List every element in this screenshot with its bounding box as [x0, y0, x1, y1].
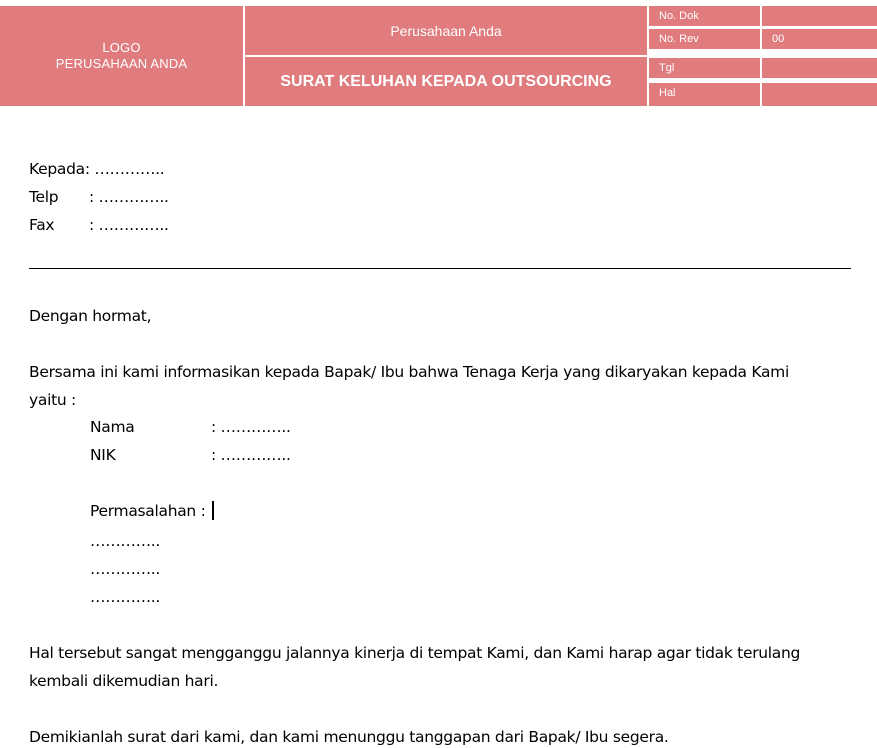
fax-label: Fax — [29, 216, 55, 234]
recipient-kepada — [29, 158, 164, 180]
closing-line-1: Hal tersebut sangat mengganggu jalannya kinerja di tempat Kami, dan Kami harap agar tidak terulang — [29, 644, 801, 662]
greeting: Dengan hormat, — [29, 307, 152, 325]
logo-text: LOGO — [102, 40, 141, 55]
nik-value: : ………….. — [211, 446, 291, 464]
problem-line: ………….. — [90, 588, 161, 606]
telp-value: : ………….. — [89, 188, 169, 206]
nik-label: NIK — [90, 446, 116, 464]
intro-line-1: Bersama ini kami informasikan kepada Bapak/ Ibu bahwa Tenaga Kerja yang dikaryakan kepada Kami — [29, 363, 789, 381]
intro-line-2: yaitu : — [29, 391, 76, 409]
problem-line: ………….. — [90, 532, 161, 550]
company-name: Perusahaan Anda — [245, 6, 647, 55]
field-nik — [90, 444, 291, 466]
letter-header — [0, 6, 877, 106]
divider-line — [29, 268, 851, 269]
nama-label: Nama — [90, 418, 135, 436]
problem-line: ………….. — [90, 560, 161, 578]
meta-label-no-rev: No. Rev — [649, 29, 760, 49]
final-line: Demikianlah surat dari kami, dan kami menunggu tanggapan dari Bapak/ Ibu segera. — [29, 728, 669, 746]
meta-label-no-dok: No. Dok — [649, 6, 760, 26]
nama-value: : ………….. — [211, 418, 291, 436]
recipient-fax — [29, 214, 169, 236]
telp-label: Telp — [29, 188, 59, 206]
recipient-telp — [29, 186, 169, 208]
meta-value-hal — [762, 83, 877, 106]
problem-label: Permasalahan : — [90, 502, 206, 520]
meta-value-no-rev: 00 — [762, 29, 877, 49]
text-cursor — [212, 501, 214, 520]
meta-value-tgl — [762, 58, 877, 78]
field-nama — [90, 416, 291, 438]
fax-value: : ………….. — [89, 216, 169, 234]
meta-label-tgl: Tgl — [649, 58, 760, 78]
problem-heading — [90, 500, 214, 522]
meta-value-no-dok — [762, 6, 877, 26]
closing-line-2: kembali dikemudian hari. — [29, 672, 219, 690]
meta-label-hal: Hal — [649, 83, 760, 106]
logo-company-text: PERUSAHAAN ANDA — [55, 56, 188, 71]
document-title: SURAT KELUHAN KEPADA OUTSOURCING — [245, 57, 647, 106]
kepada-value: : ………….. — [84, 160, 165, 178]
kepada-label: Kepada — [29, 160, 85, 178]
logo-placeholder — [0, 6, 243, 106]
